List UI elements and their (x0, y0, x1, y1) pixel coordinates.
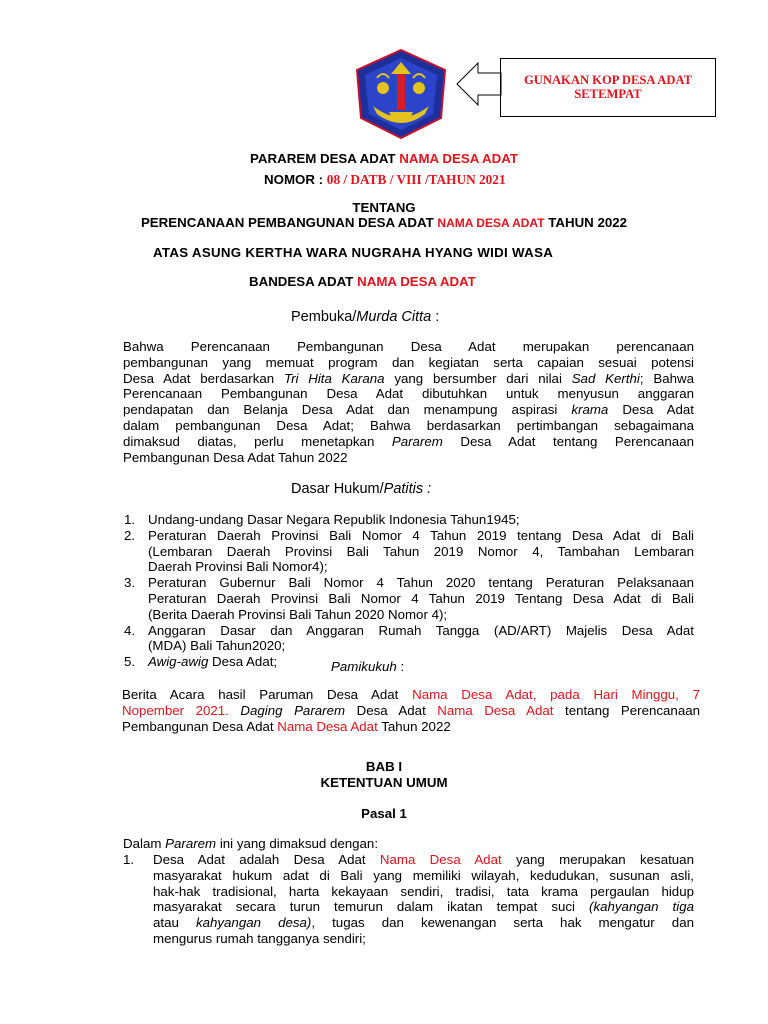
pembuka-line: Bahwa Perencanaan Pembangunan Desa Adat merupakan perencanaan (123, 339, 694, 354)
pasal-heading: Pasal 1 (361, 806, 407, 821)
pamikukuh-heading-text: Pamikukuh (331, 659, 397, 674)
pamikukuh-line: Pembangunan Desa Adat Nama Desa Adat Tahun 2022 (122, 718, 451, 734)
list-line: Anggaran Dasar dan Anggaran Rumah Tangga (AD/ART) Majelis Desa Adat (148, 622, 694, 638)
dasar-hukum-list (124, 512, 694, 670)
title-desa-name: NAMA DESA ADAT (399, 151, 518, 166)
pamikukuh-heading-end: : (396, 659, 405, 674)
left-arrow-icon (456, 62, 502, 106)
pembuka-heading-end: : (431, 309, 440, 325)
subject-line (0, 215, 768, 230)
bab-heading: BAB I (365, 759, 403, 774)
bandesa-prefix: BANDESA ADAT (249, 274, 358, 289)
pararem-title (0, 151, 768, 166)
list-line: Daerah Provinsi Bali Nomor4); (148, 559, 328, 575)
asung-line: ATAS ASUNG KERTHA WARA NUGRAHA HYANG WIDI WASA (153, 245, 554, 260)
bandesa-desa-name: NAMA DESA ADAT (357, 274, 476, 289)
list-number: 2. (124, 527, 136, 543)
pembuka-paragraph (123, 339, 694, 465)
dasar-heading-italic: Patitis : (383, 481, 432, 497)
kop-notice-line: GUNAKAN KOP DESA ADAT (523, 73, 693, 87)
list-line: (Lembaran Daerah Provinsi Bali Tahun 2019 Nomor 4, Tambahan Lembaran (148, 543, 694, 559)
tentang-label: TENTANG (352, 200, 416, 215)
list-line: (Berita Daerah Provinsi Bali Tahun 2020 Nomor 4); (148, 606, 448, 622)
list-line: Desa Adat adalah Desa Adat Nama Desa Adat yang merupakan kesatuan (153, 852, 694, 867)
nomor-line (264, 172, 506, 188)
list-item (124, 512, 694, 528)
list-line: masyarakat secara turun temurun dalam ikatan tempat suci (kahyangan tiga (153, 899, 694, 915)
desa-adat-logo (353, 48, 449, 140)
ketentuan-umum-heading: KETENTUAN UMUM (320, 775, 448, 790)
list-number: 4. (124, 622, 136, 638)
list-line: (MDA) Bali Tahun2020; (148, 638, 286, 654)
list-line: Undang-undang Dasar Negara Republik Indonesia Tahun1945; (148, 512, 520, 527)
list-number: 1. (123, 852, 135, 867)
list-item (124, 654, 694, 670)
pamikukuh-paragraph (122, 687, 700, 734)
list-item (124, 528, 694, 575)
list-line: Awig-awig Desa Adat; (148, 654, 278, 670)
pembuka-heading (291, 309, 439, 325)
pamikukuh-heading (331, 659, 404, 674)
pembuka-line: Pembangunan Desa Adat Tahun 2022 (123, 449, 348, 465)
list-item (124, 575, 694, 622)
pasal-intro: Dalam Pararem ini yang dimaksud dengan: (123, 836, 379, 851)
bandesa-line (249, 274, 476, 289)
nomor-label: NOMOR : (264, 172, 327, 187)
list-number: 1. (124, 512, 136, 527)
dasar-heading-text: Dasar Hukum/ (291, 481, 384, 497)
list-item (123, 852, 694, 947)
dasar-hukum-heading (291, 481, 431, 497)
list-line: atau kahyangan desa), tugas dan kewenangan serta hak mengatur dan (153, 915, 694, 931)
pamikukuh-line: Berita Acara hasil Paruman Desa Adat Nama Desa Adat, pada Hari Minggu, 7 (122, 687, 700, 702)
subject-suffix: TAHUN 2022 (544, 215, 628, 230)
pembuka-line: Perencanaan Pembangunan Desa Adat dibutuhkan untuk menyusun anggaran (123, 386, 694, 402)
kop-notice-line: SETEMPAT (574, 87, 642, 101)
subject-prefix: PERENCANAAN PEMBANGUNAN DESA ADAT (140, 215, 438, 230)
pembuka-line: dimaksud diatas, perlu menetapkan Pararem Desa Adat tentang Perencanaan (123, 433, 694, 449)
list-number: 5. (124, 654, 136, 670)
pembuka-line: Desa Adat berdasarkan Tri Hita Karana yang bersumber dari nilai Sad Kerthi; Bahwa (123, 370, 694, 386)
list-line: mengurus rumah tangganya sendiri; (153, 930, 366, 946)
list-line: hak-hak tradisional, harta kekayaan sendiri, tradisi, tata krama pergaulan hidup (153, 883, 694, 899)
list-item (124, 623, 694, 655)
kop-notice-box (500, 58, 716, 117)
pembuka-heading-text: Pembuka/ (291, 309, 357, 325)
pembuka-line: pendapatan dan Belanja Desa Adat dan menampung aspirasi krama Desa Adat (123, 402, 694, 418)
pembuka-heading-italic: Murda Citta (356, 309, 432, 325)
pembuka-line: pembangunan yang memuat program dan kegiatan serta capaian sesuai potensi (123, 354, 694, 370)
list-line: Peraturan Gubernur Bali Nomor 4 Tahun 2020 tentang Peraturan Pelaksanaan (148, 575, 694, 591)
list-line: Peraturan Daerah Provinsi Bali Nomor 4 Tahun 2019 Tentang Desa Adat di Bali (148, 590, 694, 606)
list-line: masyarakat hukum adat di Bali yang memiliki wilayah, kedudukan, susunan asli, (153, 867, 694, 883)
subject-desa-name: NAMA DESA ADAT (437, 216, 545, 230)
pembuka-line: dalam pembangunan Desa Adat; Bahwa berdasarkan pertimbangan sebagaimana (123, 417, 694, 433)
list-number: 3. (124, 575, 136, 591)
pamikukuh-line: Nopember 2021. Daging Pararem Desa Adat Nama Desa Adat tentang Perencanaan (122, 702, 700, 718)
nomor-value: 08 / DATB / VIII /TAHUN 2021 (326, 172, 506, 187)
pasal-list (123, 852, 694, 947)
title-prefix: PARAREM DESA ADAT (250, 151, 400, 166)
list-line: Peraturan Daerah Provinsi Bali Nomor 4 Tahun 2019 tentang Desa Adat di Bali (148, 527, 694, 543)
